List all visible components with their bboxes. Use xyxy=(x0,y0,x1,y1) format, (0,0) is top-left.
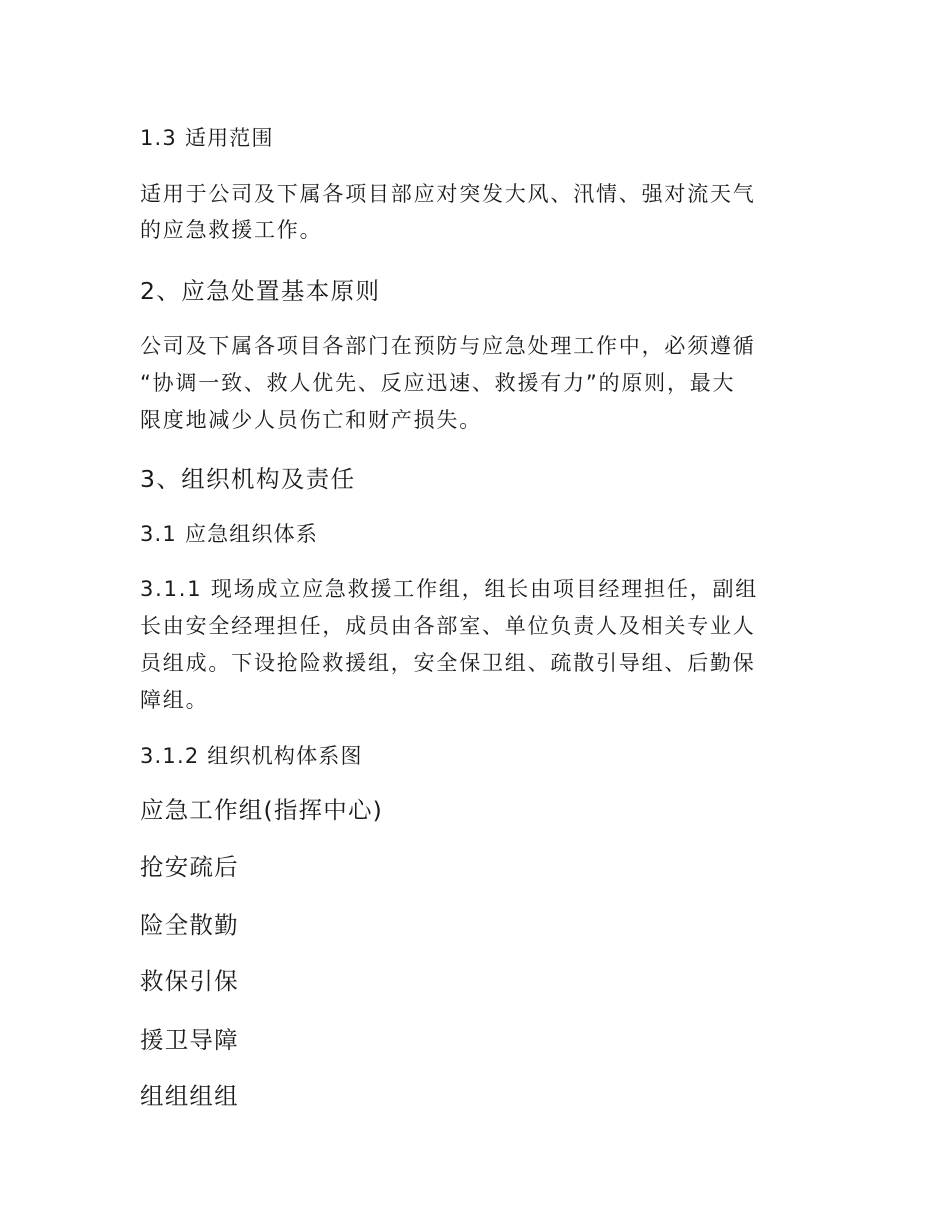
section-3-1-1-body-line-1: 3.1.1 现场成立应急救援工作组，组长由项目经理担任，副组 xyxy=(140,577,759,601)
section-3-1-2-title: 3.1.2 组织机构体系图 xyxy=(140,744,363,768)
section-3-title: 3、组织机构及责任 xyxy=(140,465,356,493)
section-1-3-body-line-1: 适用于公司及下属各项目部应对突发大风、汛情、强对流天气 xyxy=(140,182,756,206)
section-1-3-body-line-2: 的应急救援工作。 xyxy=(140,218,323,242)
section-3-1-1-body-line-4: 障组。 xyxy=(140,688,209,712)
section-2-body-line-2: “协调一致、救人优先、反应迅速、救援有力”的原则，最大 xyxy=(140,371,736,395)
org-chart-line-5: 援卫导障 xyxy=(140,1026,239,1054)
section-3-1-1-body-line-3: 员组成。下设抢险救援组，安全保卫组、疏散引导组、后勤保 xyxy=(140,651,756,675)
section-3-1-title: 3.1 应急组织体系 xyxy=(140,522,319,546)
org-chart-line-6: 组组组组 xyxy=(140,1082,239,1110)
org-chart-line-3: 险全散勤 xyxy=(140,911,239,939)
section-2-body-line-3: 限度地减少人员伤亡和财产损失。 xyxy=(140,408,482,432)
section-2-body-line-1: 公司及下属各项目各部门在预防与应急处理工作中，必须遵循 xyxy=(140,334,756,358)
section-3-1-1-body-line-2: 长由安全经理担任，成员由各部室、单位负责人及相关专业人 xyxy=(140,614,756,638)
org-chart-line-4: 救保引保 xyxy=(140,967,239,995)
section-2-title: 2、应急处置基本原则 xyxy=(140,277,381,305)
org-chart-line-1: 应急工作组(指挥中心) xyxy=(140,796,384,824)
section-1-3-title: 1.3 适用范围 xyxy=(140,126,274,150)
org-chart-line-2: 抢安疏后 xyxy=(140,853,239,881)
